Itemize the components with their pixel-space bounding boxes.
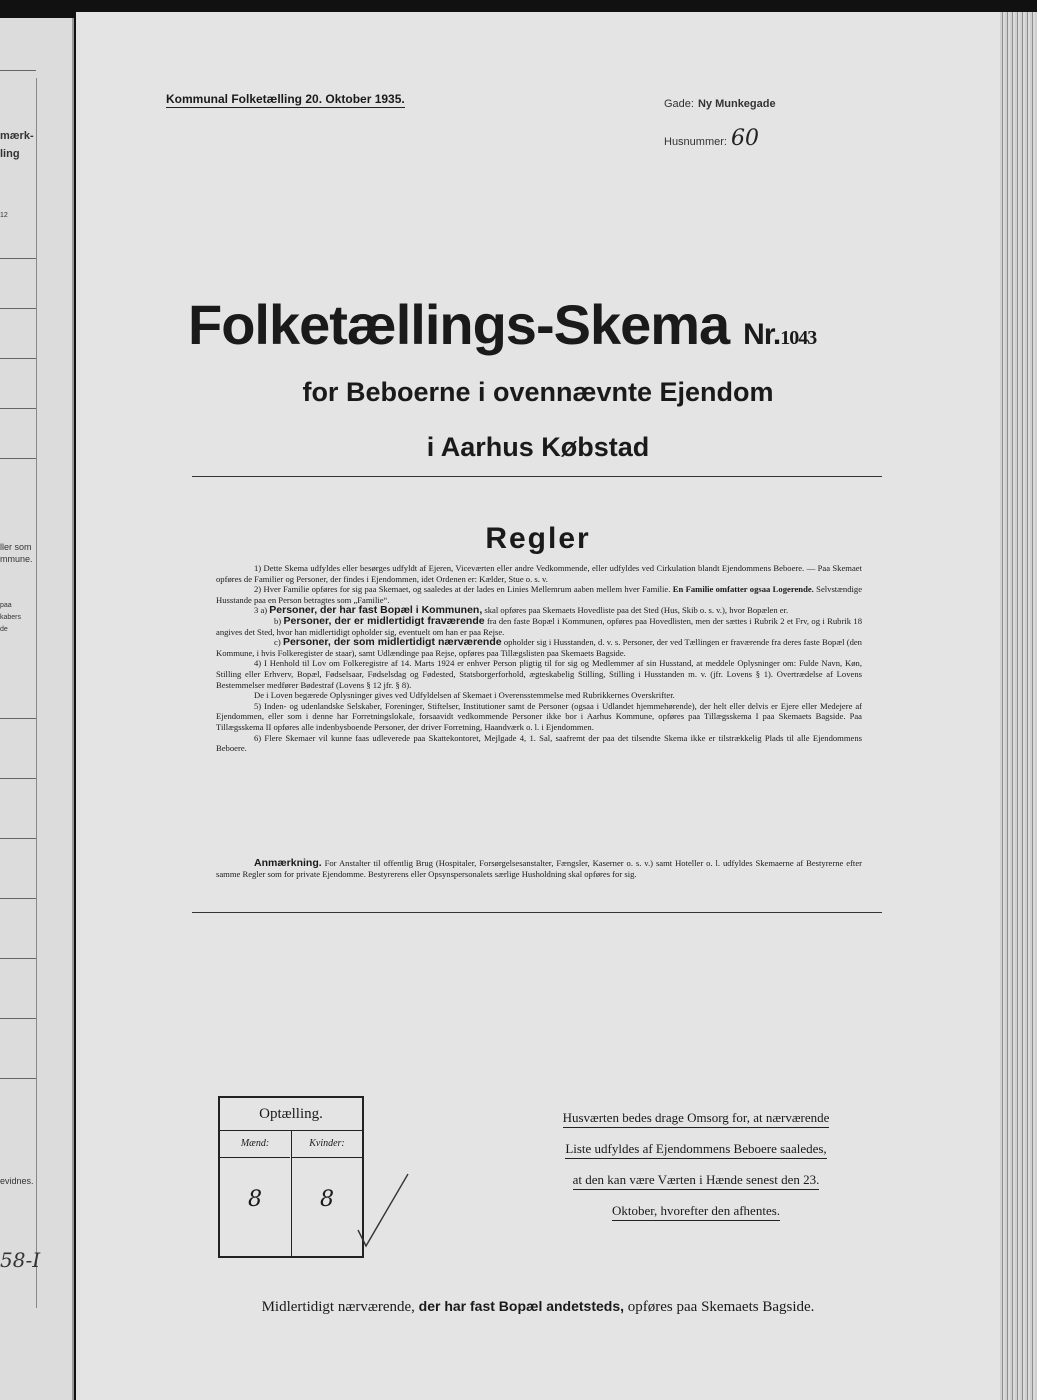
left-handwritten-number: 58-I: [0, 1248, 41, 1272]
notice-line: Liste udfyldes af Ejendommens Beboere saaledes,: [565, 1141, 826, 1159]
women-count: 8: [320, 1187, 334, 1212]
women-column: [291, 1131, 362, 1256]
rule-1: 1) Dette Skema udfyldes eller besørges udfyldt af Ejeren, Viceværten eller andre Vedkommende, eller udfyldes ved Cirkulation blandt Ejendommens Beboere. — Paa Skemaet opføres de Familier og Personer, der findes i Ejendommen, idet Ordenen er: Kælder, Stue o. s. v.: [216, 563, 862, 584]
landlord-notice: [516, 1110, 876, 1234]
anmaerkning: [216, 858, 862, 879]
count-box-title: Optælling.: [220, 1098, 362, 1131]
anmaerkning-label: Anmærkning.: [254, 857, 322, 869]
census-header: Kommunal Folketælling 20. Oktober 1935.: [166, 92, 405, 106]
left-fragment: kabers: [0, 614, 22, 621]
rule-4b: De i Loven begærede Oplysninger gives ved Udfyldelsen af Skemaet i Overensstemmelse med Rubrikkernes Overskrifter.: [254, 690, 675, 701]
rules-text: [216, 563, 862, 754]
left-rule: [0, 838, 36, 839]
left-fragment: 12: [0, 212, 8, 219]
left-fragment: evidnes.: [0, 1176, 34, 1186]
rule-3a: 3 a) Personer, der har fast Bopæl i Kommunen, skal opføres paa Skemaets Hovedliste paa det Sted (Hus, Skib o. s. v.), hvor Bopælen er.: [254, 604, 789, 617]
form-subtitle: for Beboerne i ovennævnte Ejendom: [302, 377, 774, 407]
footer-note: Midlertidigt nærværende, der har fast Bopæl andetsteds, opføres paa Skemaets Bagside.: [261, 1298, 815, 1315]
form-subtitle-city: i Aarhus Købstad: [426, 432, 650, 462]
left-fragment: mmune.: [0, 554, 33, 564]
men-count: 8: [248, 1187, 262, 1212]
left-fragment: paa: [0, 602, 12, 609]
left-rule: [0, 358, 36, 359]
left-rule: [0, 778, 36, 779]
gade-label: Gade:: [664, 98, 694, 110]
men-column: [220, 1131, 290, 1256]
left-vertical-line: [36, 78, 37, 1308]
rule-3b: b) Personer, der er midlertidigt fraværende fra den faste Bopæl i Kommunen, opføres paa Hovedlisten, men der sættes i Rubrik 2 et Frv, og i Rubrik 18 angives det Sted, hvor han midlertidigt opholder sig, eventuelt om han er paa Rejse.: [216, 614, 862, 637]
notice-line: Oktober, hvorefter den afhentes.: [612, 1203, 780, 1221]
form-number-value: 1043: [780, 327, 817, 349]
anmaerkning-text: For Anstalter til offentlig Brug (Hospitaler, Forsørgelsesanstalter, Fængsler, Kaserner o. s. v.) samt Hoteller o. l. udfyldes Skemaerne af Bestyrerne efter samme Regler som for private Ejendomme. Bestyrerens eller Opsynspersonalets særlige Husholdning skal opføres for sig.: [216, 858, 862, 879]
left-rule: [0, 70, 36, 71]
notice-line: at den kan være Værten i Hænde senest den 23.: [573, 1172, 820, 1190]
rules-heading: Regler: [485, 522, 591, 555]
census-form-page: [76, 12, 1000, 1400]
notice-line: Husværten bedes drage Omsorg for, at nærværende: [563, 1110, 830, 1128]
form-title-main: Folketællings-Skema: [188, 293, 730, 356]
husnummer-value: 60: [730, 126, 759, 151]
count-box: [218, 1096, 364, 1258]
rule-5: 5) Inden- og udenlandske Selskaber, Foreninger, Stiftelser, Institutioner samt de Personer (ogsaa i Udlandet hjemmehørende), der helt eller delvis er Ejere eller Medejere af Ejendommen, eller som i denne har Forretningslokale, forsaavidt vedkommende Personer ikke bor i Aarhus Kommune, opføres paa Tillægsskema I paa Skemaets Bagside. Paa Tillægsskema II opføres alle indenbysboende Personer, der driver Forretning, Haandværk o. l. i Ejendommen.: [216, 700, 862, 732]
gade-value: Ny Munkegade: [697, 98, 776, 110]
left-rule: [0, 1078, 36, 1079]
rule-6: 6) Flere Skemaer vil kunne faas udleverede paa Skattekontoret, Mejlgade 4, 1. Sal, saafremt der paa det tilsendte Skema ikke er tilstrækkelig Plads til alle Ejendommens Beboere.: [216, 732, 862, 754]
form-title: [188, 292, 816, 357]
left-fragment: mærk-: [0, 130, 34, 142]
left-rule: [0, 408, 36, 409]
men-label: Mænd:: [220, 1131, 290, 1158]
checkmark-icon: [356, 1172, 416, 1252]
left-page-fragment: [0, 18, 74, 1400]
husnummer-label: Husnummer:: [664, 136, 727, 148]
divider: [192, 912, 882, 913]
left-fragment: ling: [0, 148, 20, 160]
left-fragment: ller som: [0, 542, 32, 552]
rule-3c: c) Personer, der som midlertidigt nærværende opholder sig i Husstanden, d. v. s. Personer, der ved Tællingen er fraværende fra deres faste Bopæl (den Kommune, i hvis Folkeregister de staar), samt Udlændinge paa Rejse, opføres paa Tillægslisten paa Skemaets Bagside.: [216, 636, 862, 658]
left-rule: [0, 718, 36, 719]
left-rule: [0, 1018, 36, 1019]
left-fragment: de: [0, 626, 8, 633]
gade-field: [664, 94, 776, 112]
book-page-edges: [1000, 12, 1037, 1400]
husnummer-field: [664, 126, 759, 151]
form-number-label: Nr.: [743, 318, 781, 351]
rule-2: 2) Hver Familie opføres for sig paa Skemaet, og saaledes at der lades en Linies Mellemrum aaben mellem hver Familie. En Familie omfatter ogsaa Logerende. Selvstændige Husstande paa en Person betragtes som „Familie“.: [216, 584, 863, 605]
left-rule: [0, 258, 36, 259]
left-rule: [0, 458, 36, 459]
left-rule: [0, 308, 36, 309]
left-rule: [0, 958, 36, 959]
divider: [192, 476, 882, 477]
women-label: Kvinder:: [292, 1131, 362, 1158]
rule-4: 4) I Henhold til Lov om Folkeregistre af 14. Marts 1924 er enhver Person pligtig til for sig og Medlemmer af sin Husstand, at meddele Oplysninger om: Fulde Navn, Køn, Stilling eller Erhverv, Bopæl, Fødselsaar, Fødselsdag og Fødested, Statsborgerforhold, ægteskabelig Stilling, Stilling i Husstanden m. v. (jfr. Lovens § 1). Overtrædelse af Lovens Bestemmelser medfører Bødestraf (Lovens § 12 jfr. § 8).: [216, 658, 862, 690]
left-rule: [0, 898, 36, 899]
